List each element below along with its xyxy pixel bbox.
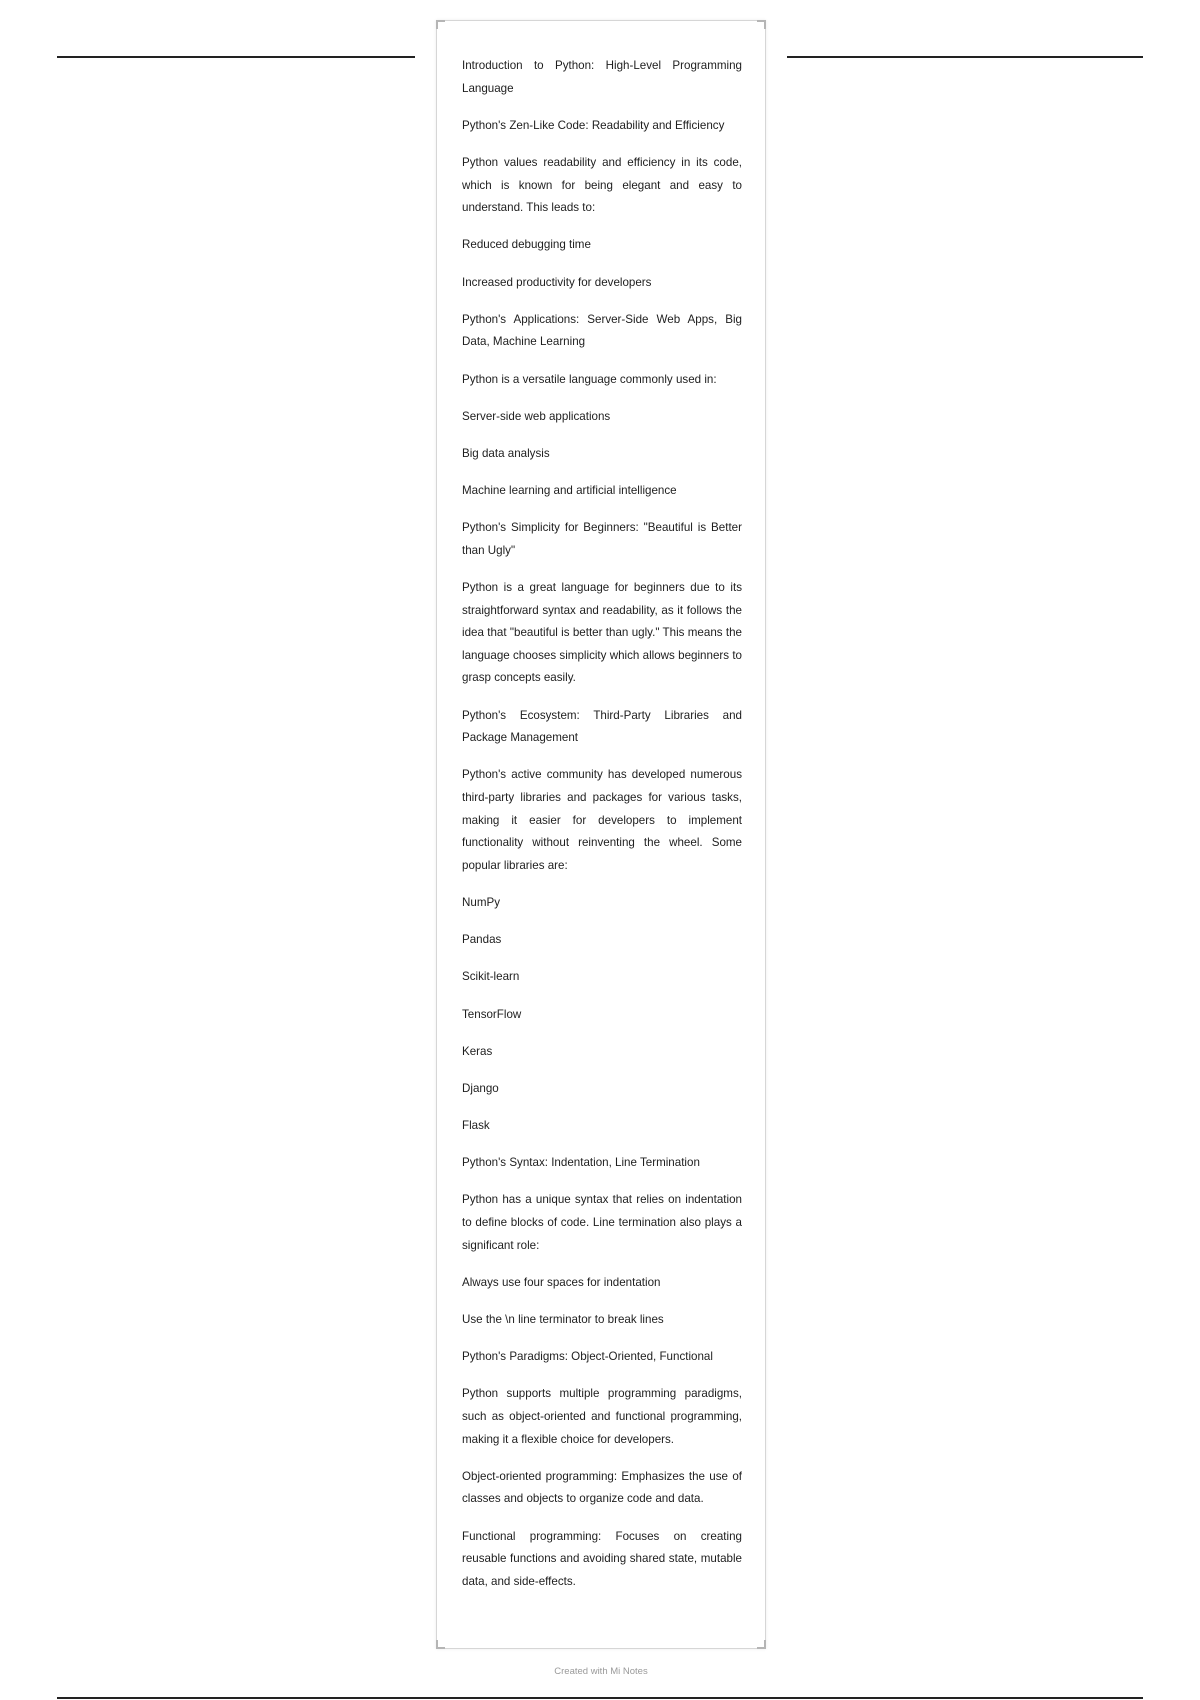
note-heading: Python's Zen-Like Code: Readability and Efficiency [462,118,725,132]
note-paragraph: Python is a versatile language commonly used in: [462,372,717,386]
note-paragraph: Python has a unique syntax that relies on indentation to define blocks of code. Line termination also plays a significant role: [462,1193,742,1252]
bottom-divider [57,1697,1143,1699]
note-paragraph: Python supports multiple programming paradigms, such as object-oriented and functional programming, making it a flexible choice for developers. [462,1387,742,1446]
note-card [436,20,766,1649]
note-list-item: Django [462,1081,499,1095]
note-heading: Python's Ecosystem: Third-Party Libraries and Package Management [462,708,742,745]
note-heading: Python's Applications: Server-Side Web Apps, Big Data, Machine Learning [462,312,742,349]
note-list-item: Reduced debugging time [462,238,591,252]
note-paragraph: Python's active community has developed numerous third-party libraries and packages for various tasks, making it easier for developers to implement functionality without reinventing the wheel. Some popular libraries are: [462,768,742,872]
note-paragraph: Python values readability and efficiency in its code, which is known for being elegant and easy to understand. This leads to: [462,155,742,215]
note-heading: Python's Syntax: Indentation, Line Termination [462,1156,700,1170]
card-corner-mark [436,20,445,29]
note-list-item: Scikit-learn [462,970,520,984]
note-content [462,55,742,1608]
note-list-item: Pandas [462,933,502,947]
note-heading: Python's Simplicity for Beginners: "Beautiful is Better than Ugly" [462,521,742,557]
card-corner-mark [757,1640,766,1649]
note-list-item: Use the \n line terminator to break lines [462,1313,664,1326]
card-corner-mark [436,1640,445,1649]
top-right-divider [787,56,1143,58]
note-list-item: Keras [462,1044,493,1058]
note-heading: Python's Paradigms: Object-Oriented, Functional [462,1350,713,1364]
note-list-item: NumPy [462,895,501,909]
note-list-item: TensorFlow [462,1007,522,1021]
note-list-item: Object-oriented programming: Emphasizes the use of classes and objects to organize code and data. [462,1469,742,1506]
top-left-divider [57,56,415,58]
note-list-item: Increased productivity for developers [462,275,652,289]
note-list-item: Flask [462,1119,490,1133]
note-list-item: Always use four spaces for indentation [462,1275,661,1289]
footer-credit: Created with Mi Notes [554,1666,648,1677]
note-list-item: Machine learning and artificial intelligence [462,484,677,498]
note-heading: Introduction to Python: High-Level Programming Language [462,59,742,95]
note-list-item: Server-side web applications [462,409,611,423]
note-paragraph: Python is a great language for beginners due to its straightforward syntax and readability, as it follows the idea that "beautiful is better than ugly." This means the language chooses simplicity which allows beginners to grasp concepts easily. [462,581,742,685]
note-list-item: Functional programming: Focuses on creating reusable functions and avoiding shared state, mutable data, and side-effects. [462,1529,742,1588]
card-corner-mark [757,20,766,29]
note-list-item: Big data analysis [462,446,550,460]
